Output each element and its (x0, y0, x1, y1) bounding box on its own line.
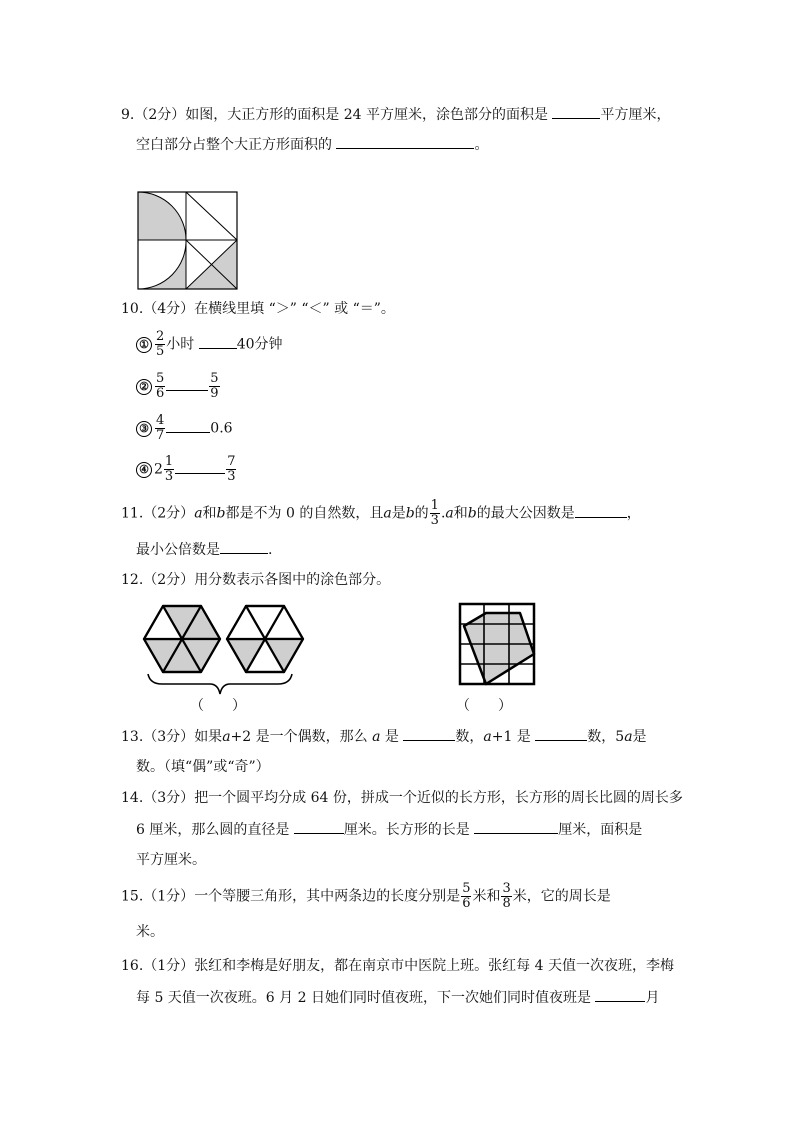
q14-line2 (136, 819, 642, 840)
q10-1-blank[interactable] (199, 334, 237, 349)
q14-score: （3分） (143, 790, 195, 806)
q11-text: 的最大公因数是 (476, 505, 575, 522)
q11-number: 11. (121, 505, 144, 522)
q15-number: 15. (121, 888, 144, 905)
q14-blank-diameter[interactable] (294, 819, 344, 834)
q11-score: （2分） (143, 505, 195, 522)
q10-line (121, 299, 395, 319)
q12-paren-left[interactable]: （ ） (190, 698, 246, 714)
q11-text-2: 最小公倍数是 (136, 542, 220, 558)
q13-text: 如果 (194, 729, 223, 745)
q9-line1 (121, 104, 670, 125)
q13-line2 (136, 757, 270, 777)
q10-number: 10. (121, 301, 144, 317)
q11-text: 和 (202, 505, 217, 522)
q10-item-2 (136, 372, 221, 401)
q10-item-3 (136, 414, 233, 443)
q10-item-1 (136, 330, 283, 359)
q13-text: +2 是一个偶数，那么 (230, 729, 368, 745)
q14-text: 6 厘米，那么圆的直径是 (136, 822, 290, 838)
q13-text: 是 (384, 729, 399, 745)
q13-score: （3分） (143, 729, 195, 745)
q10-4-right-fraction: $\frac{7}{3}$ (227, 454, 236, 484)
q10-1-right: 40分钟 (236, 336, 283, 353)
q16-text: 张红和李梅是好朋友，都在南京市中医院上班。张红每 4 天值一次夜班，李梅 (194, 958, 674, 974)
q11-text: 都是不为 0 的自然数，且 (225, 505, 384, 522)
q10-mark-2: ② (136, 379, 152, 395)
q16-text-2: 每 5 天值一次夜班。6 月 2 日她们同时值夜班，下一次她们同时值夜班是 (136, 990, 591, 1006)
q13-text: 数， (455, 729, 484, 745)
q10-3-left-fraction: $\frac{4}{7}$ (156, 413, 165, 443)
q15-fraction-2: $\frac{3}{8}$ (502, 881, 511, 911)
q13-text: +1 是 (491, 729, 531, 745)
q11-var-a: a (383, 505, 392, 522)
q10-3-blank[interactable] (166, 418, 210, 433)
q10-text: 在横线里填 “＞” “＜” 或 “＝”。 (194, 301, 395, 317)
q11-var-b: b (216, 505, 226, 522)
q11-var-b: b (405, 505, 415, 522)
q14-number: 14. (121, 790, 144, 806)
q13-var-a: a (624, 729, 633, 745)
q13-text: 是 (632, 729, 647, 745)
q10-2-blank[interactable] (166, 376, 208, 391)
q11-line2 (136, 539, 272, 560)
q10-mark-1: ① (136, 337, 152, 353)
q10-mark-3: ③ (136, 421, 152, 437)
q12-grid-figure (458, 602, 536, 686)
q13-blank-2[interactable] (535, 726, 587, 741)
q12-score: （2分） (143, 572, 195, 588)
q12-number: 12. (121, 572, 144, 588)
q14-blank-length[interactable] (474, 819, 558, 834)
q11-text: 和 (453, 505, 468, 522)
q14-line1 (121, 788, 683, 808)
q11-line1 (121, 499, 641, 528)
q9-score: （2分） (134, 107, 186, 123)
q10-3-right: 0.6 (210, 420, 233, 437)
q15-text-2: 米。 (136, 924, 164, 940)
q15-score: （1分） (143, 888, 195, 905)
q14-line3 (136, 850, 206, 870)
q14-text: 厘米。长方形的长是 (343, 822, 470, 838)
q12-line (121, 570, 390, 590)
q11-period: . (268, 542, 273, 558)
q9-text: 如图，大正方形的面积是 24 平方厘米，涂色部分的面积是 (185, 107, 548, 123)
q11-var-a: a (194, 505, 203, 522)
q11-fraction: $\frac{1}{3}$ (430, 498, 439, 528)
q16-month: 月 (645, 990, 660, 1006)
q9-text-2: 空白部分占整个大正方形面积的 (136, 137, 332, 153)
q11-text: 是 (391, 505, 406, 522)
q14-text-3: 平方厘米。 (136, 852, 206, 868)
q15-line2 (136, 922, 164, 942)
q10-mark-4: ④ (136, 462, 152, 478)
q15-text: 米，它的周长是 (512, 888, 611, 905)
q11-var-b: b (467, 505, 477, 522)
q16-line2 (136, 987, 659, 1008)
q13-line1 (121, 726, 647, 747)
q13-text-2: 数。（填“偶”或“奇”） (136, 759, 270, 775)
q9-line2 (136, 134, 488, 155)
q14-text: 把一个圆平均分成 64 份，拼成一个近似的长方形，长方形的周长比圆的周长多 (194, 790, 683, 806)
q11-blank-lcm[interactable] (220, 539, 268, 554)
q10-4-left-fraction: $\frac{1}{3}$ (164, 454, 174, 484)
q13-blank-1[interactable] (403, 726, 455, 741)
q13-var-a: a (372, 729, 381, 745)
q13-text: 数，5 (587, 729, 625, 745)
q12-text: 用分数表示各图中的涂色部分。 (194, 572, 391, 588)
q15-line1 (121, 882, 611, 911)
q10-2-left-fraction: $\frac{5}{6}$ (156, 371, 165, 401)
q16-blank-month[interactable] (595, 987, 645, 1002)
q9-blank-area[interactable] (552, 104, 600, 119)
q12-paren-right[interactable]: （ ） (456, 698, 512, 714)
q10-item-4 (136, 455, 237, 484)
q9-blank-fraction[interactable] (336, 134, 474, 149)
q10-1-unit: 小时 (166, 336, 195, 353)
q9-number: 9. (121, 107, 135, 123)
q11-var-a: a (445, 505, 454, 522)
q11-text: . (440, 505, 446, 522)
q10-4-blank[interactable] (175, 459, 225, 474)
q16-number: 16. (121, 958, 144, 974)
q13-number: 13. (121, 729, 144, 745)
q10-1-left-fraction: $\frac{2}{5}$ (156, 329, 165, 359)
q10-4-whole: 2 (154, 461, 163, 478)
q16-line1 (121, 956, 674, 976)
q9-period: 。 (474, 137, 489, 153)
q16-score: （1分） (143, 958, 195, 974)
q11-comma: ， (626, 505, 641, 522)
q15-text: 一个等腰三角形，其中两条边的长度分别是 (194, 888, 461, 905)
q9-square-figure (137, 191, 238, 290)
q9-unit: 平方厘米， (600, 107, 671, 123)
q10-score: （4分） (143, 301, 195, 317)
q13-var-a: a (222, 729, 231, 745)
q12-hexagons-figure (140, 602, 310, 698)
q14-text: 厘米，面积是 (558, 822, 643, 838)
q11-blank-gcd[interactable] (575, 503, 627, 518)
q15-fraction-1: $\frac{5}{6}$ (462, 881, 471, 911)
q10-2-right-fraction: $\frac{5}{9}$ (210, 371, 219, 401)
q13-var-a: a (483, 729, 492, 745)
q11-text: 的 (414, 505, 429, 522)
q15-text: 米和 (472, 888, 501, 905)
